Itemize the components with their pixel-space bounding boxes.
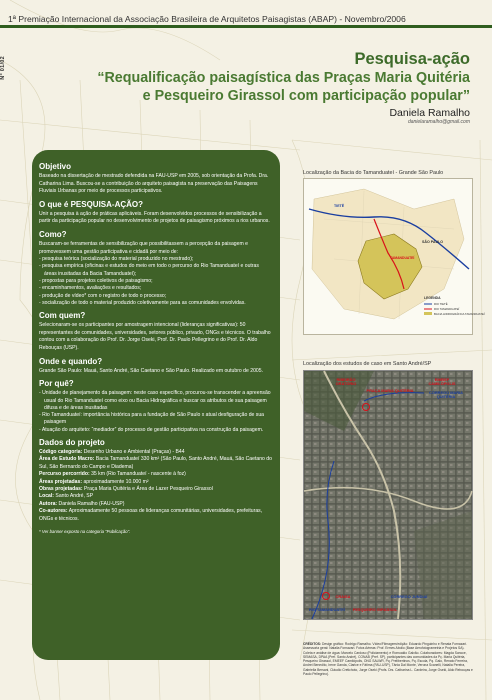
header-rule [0,25,492,28]
author-name: Daniela Ramalho [389,107,470,119]
list-item: - propostas para projetos coletivos de paisagismo; [39,278,153,285]
page-title: Pesquisa-ação [354,50,470,68]
map1-legend-title: LEGENDA [424,296,441,300]
subtitle-line-1: “Requalificação paisagística das Praças Maria Quitéria [97,70,470,86]
data-row: Obras projetadas: Praça Maria Quitéria e Área de Lazer Pesqueiro Girassol [39,486,213,493]
credits-title: CRÉDITOS: [303,642,322,646]
data-row: Código categoria: Desenho Urbano e Ambiental (Praças) - B44 [39,448,185,455]
side-code: Nº 01/02 [0,56,6,80]
list-item: - encaminhamentos, avaliações e resultados; [39,285,142,292]
heading-com-quem: Com quem? [39,311,86,321]
list-item: - Rio Tamanduateí: importância histórica para a fundação de São Paulo x atual desfiguração de sua paisagem [39,412,265,426]
map2-caption: Localização dos estudos de caso em Santo André/SP [303,361,432,367]
list-por-que [39,390,273,434]
list-item: - Atuação do arquiteto: “mediador” do processo de gestão participativa na construção da paisagem. [39,426,264,433]
map1-label-saopaulo: SÃO PAULO [422,240,444,244]
data-row: Percurso percorrido: 35 km (Rio Tamanduateí - nascente à foz) [39,471,186,478]
data-row: Áreas projetadas: aproximadamente 10.000 m² [39,478,149,485]
map2-label-corrego-mq: CÓRREGO MARIA QUITÉRIA [429,390,463,400]
heading-por-que: Por quê? [39,379,74,389]
data-row: Área de Estudo Macro: Bacia Tamanduateí 330 km² (São Paulo, Santo André, Mauá, São Caetano do Sul, São Bernardo do Campo e Diadema) [39,456,272,470]
map1-caption: Localização da Bacia do Tamanduateí - Grande São Paulo [303,170,444,176]
map1-legend-2: RIO TAMANDUATEÍ [434,307,460,311]
author-email[interactable]: danielaramalho@gmail.com [407,119,470,125]
map1-legend-3: BACIA HIDROGRÁFICA TAMANDUATEÍ [434,312,485,316]
data-row: Autora: Daniela Ramalho (FAU-USP) [39,500,125,507]
list-item: - Unidade de planejamento da paisagem: neste caso específico, procurou-se transcender a apreensão usual do Rio Tamanduateí como eixo ou Bacia Hidrográfica e buscar os atributos de sua paisagem difusa e de áreas inusitadas [39,390,271,411]
text-objetivo: Baseado na dissertação de mestrado defendida na FAU-USP em 2005, sob orientação da Profa. Dra. Catharina Lima. Buscou-se a contribuição do arquiteto paisagista na preservação das Paisagens Fluviais Urbanas por meio de processos participativos. [39,173,269,195]
heading-dados-projeto: Dados do projeto [39,437,105,447]
basin-location-map [303,178,485,335]
map2-label-rio-tam: RIO TAMANDUATEÍ [309,607,345,612]
map2-label-emeief: EMEIEF CAMILÓPOLIS [428,377,456,387]
map2-label-pesqueiro: PESQUEIRO GIRASSOL [352,607,398,612]
content-panel [32,150,280,660]
map2-label-praca: PRAÇA MARIA QUITÉRIA [366,388,414,393]
credits [303,642,473,676]
basin-map-graphic [304,179,485,334]
subtitle-line-2: e Pesqueiro Girassol com participação popular” [142,88,470,104]
aerial-photo-map [303,370,473,620]
list-item: - socialização de todo o material produzido coletivamente para as comunidades envolvidas. [39,299,246,306]
title-block [50,50,470,125]
footnote: * Ver banner exposto na categoria “Publicação”. [39,529,131,535]
heading-como: Como? [39,229,67,239]
list-item: - pesquisa teórica (socialização do material produzido no mestrado); [39,256,194,263]
map1-label-tiete: TIETÊ [334,204,345,208]
text-com-quem: Selecionaram-se os participantes por amostragem intencional (lideranças significativas): 50 representantes de comunidades, universidades, setores público, privado, ONGs e técnicos. O trabalho contou com a colaboração do Prof. Dr. Jorge Oseki, Prof. Dr. Paulo Pellegrino e do Prof. Dr. Aldo Rebouças (USP). [39,322,271,352]
text-como: Buscaram-se ferramentas de sensibilização que possibilitassem a percepção da paisagem e promovessem uma gestão participativa e cidadã por meio de: [39,240,248,255]
data-row: Co-autores: Aproximadamente 50 pessoas de lideranças comunitárias, universidades, prefeituras, ONGs e técnicos. [39,508,263,522]
map1-label-tamanduatei: TAMANDUATEÍ [390,256,415,260]
list-como [39,256,273,307]
data-row: Local: Santo André, SP [39,493,94,500]
text-onde-quando: Grande São Paulo: Mauá, Santo André, São Caetano e São Paulo. Realizado em outubro de 2005. [39,367,263,374]
map2-label-craisa: CRAISA [335,594,351,599]
map2-label-corrego-jundiai: CÓRREGO JUNDIAÍ [390,594,428,599]
credits-text: Design gráfico: Rodrigo Ramalho. Vídeo/Filmagem/edição: Eduardo Pinguinho e Renata Fornazari. Assessoria geral: Natalia Fornazari. Fotos Aéreas: Prof. Ermes Abolio (Base Aerofotogrametria e Projetos SA). Coleta e análise de água: Marcelo Cardoso (Policiamento) e Romualdo Galvão. Colaboradores: Magda Sancce, SEMASA, DPAA (Pref. Santo André), CONAB (Pref. SP), participantes das comunidades da Pç. Maria Quitéria, Pesqueiro Girassol, EMEEF Camilópolis, ONG SALWR, Pq. Prelibertinos, Pq. Escola, Pq. Galo, Renato Ferreira, Andrei Benedito, Irene Ganda, Clarice e Fátima (FAU-USP), Tânia Dal Monte, Verona Scanelli, Natalia Pereira, Gabriella Bersani, Cláudio Cretichoto, Jorge Oseki (Profs. Drs. Catharina L. Cardeira, Jorge Oseki, Aldo Rebouças e Paulo Pellegrino). [303,642,473,677]
heading-objetivo: Objetivo [39,162,72,171]
text-pesquisa-acao: Unir a pesquisa à ação de práticas aplicáveis. Foram desenvolvidos processos de sensibilização a partir da participação popular no desenvolvimento de projetos de paisagismo próximos a rios urbanos. [39,210,270,225]
map2-label-ribeirao: RIBEIRÃO ORATÓRIO [335,377,357,387]
project-data-list [39,449,273,523]
list-item: - pesquisa empírica (oficinas e estudos do meio em todo o percurso do Rio Tamanduateí e outras áreas inusitadas da Bacia Tamanduateí); [39,263,259,277]
map1-legend-1: RIO TIETÊ [434,302,448,306]
aerial-photo-graphic [304,371,472,619]
event-header: 1ª Premiação Internacional da Associação Brasileira de Arquitetos Paisagistas (ABAP) - Novembro/2006 [8,14,406,24]
list-item: - produção de vídeo* com o registro de todo o processo; [39,292,167,299]
heading-pesquisa-acao: O que é PESQUISA-AÇÃO? [39,199,144,209]
heading-onde-quando: Onde e quando? [39,356,103,366]
